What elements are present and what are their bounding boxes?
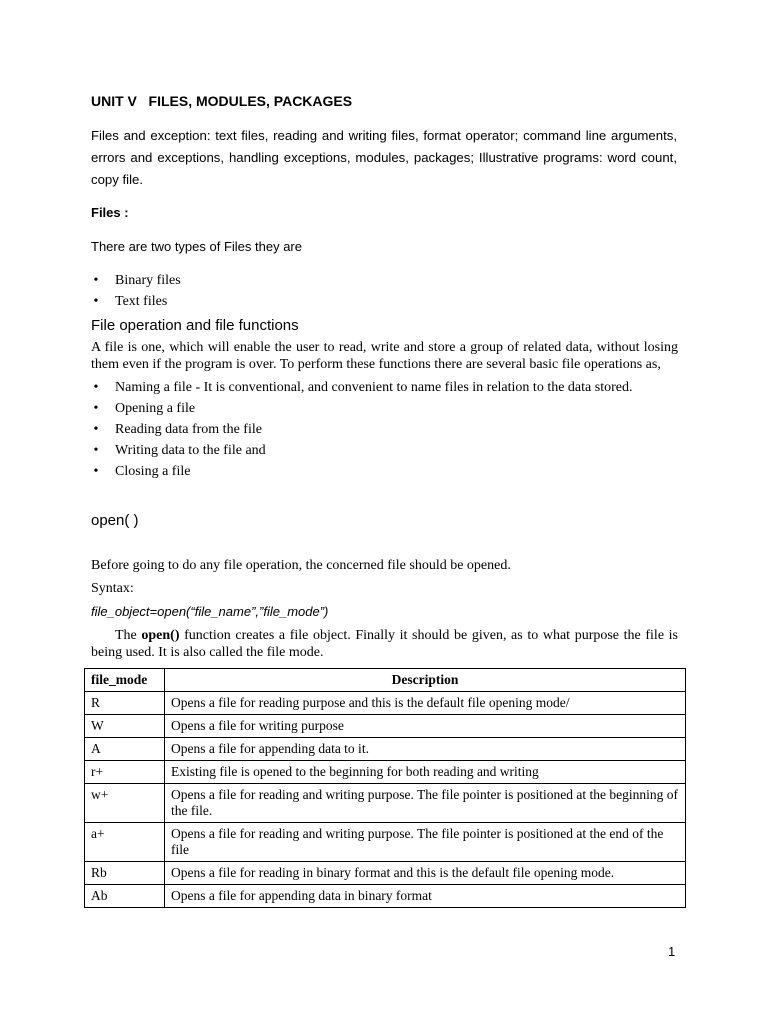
- table-row: [85, 862, 686, 885]
- open-paragraph-text: function creates a file object. Finally it should be given, as to what purpose the file is being used. It is also called the file mode.: [91, 628, 678, 660]
- description-cell: Opens a file for appending data in binary format: [165, 885, 686, 908]
- file-mode-table: [84, 668, 686, 908]
- description-cell: Opens a file for appending data to it.: [165, 738, 686, 761]
- file-type-label: Binary files: [115, 273, 181, 288]
- mode-cell: A: [85, 738, 165, 761]
- column-header-description: Description: [165, 669, 686, 692]
- operation-label: Reading data from the file: [115, 422, 262, 437]
- operation-label: Opening a file: [115, 401, 196, 416]
- description-cell: Existing file is opened to the beginning for both reading and writing: [165, 761, 686, 784]
- table-row: [85, 715, 686, 738]
- mode-cell: w+: [85, 784, 165, 823]
- list-item: [91, 377, 632, 398]
- open-description: Before going to do any file operation, the concerned file should be opened.: [91, 558, 511, 573]
- table-row: [85, 761, 686, 784]
- description-cell: Opens a file for reading in binary format and this is the default file opening mode.: [165, 862, 686, 885]
- mode-cell: Ab: [85, 885, 165, 908]
- mode-cell: a+: [85, 823, 165, 862]
- operation-label: Closing a file: [115, 464, 191, 479]
- list-item: [91, 270, 181, 291]
- mode-cell: r+: [85, 761, 165, 784]
- bullet-icon: •: [93, 380, 99, 395]
- open-paragraph: [91, 627, 678, 661]
- bullet-icon: •: [93, 443, 99, 458]
- list-item: [91, 419, 632, 440]
- list-item: [91, 398, 632, 419]
- list-item: [91, 461, 632, 482]
- description-cell: Opens a file for reading purpose and this is the default file opening mode/: [165, 692, 686, 715]
- syntax-label: Syntax:: [91, 581, 134, 596]
- bullet-icon: •: [93, 294, 99, 309]
- table-row: [85, 692, 686, 715]
- file-type-label: Text files: [115, 294, 168, 309]
- list-item: [91, 440, 632, 461]
- file-types-intro: There are two types of Files they are: [91, 239, 302, 254]
- column-header-file-mode: file_mode: [85, 669, 165, 692]
- description-cell: Opens a file for writing purpose: [165, 715, 686, 738]
- open-paragraph-prefix: The: [115, 628, 142, 643]
- table-row: [85, 823, 686, 862]
- intro-paragraph: Files and exception: text files, reading and writing files, format operator; command line arguments, errors and exceptions, handling exceptions, modules, packages; Illustrative programs: word count, copy file.: [91, 128, 677, 187]
- file-types-list: [91, 270, 181, 312]
- open-function-name: open(): [141, 628, 180, 643]
- description-cell: Opens a file for reading and writing purpose. The file pointer is positioned at the beginning of the file.: [165, 784, 686, 823]
- table-row: [85, 784, 686, 823]
- table-header-row: [85, 669, 686, 692]
- file-operation-heading: File operation and file functions: [91, 317, 299, 334]
- bullet-icon: •: [93, 273, 99, 288]
- file-operations-list: [91, 377, 632, 482]
- table-row: [85, 738, 686, 761]
- page-number: 1: [668, 944, 676, 959]
- files-heading: Files :: [91, 205, 129, 220]
- mode-cell: R: [85, 692, 165, 715]
- description-cell: Opens a file for reading and writing purpose. The file pointer is positioned at the end of the file: [165, 823, 686, 862]
- bullet-icon: •: [93, 422, 99, 437]
- bullet-icon: •: [93, 464, 99, 479]
- list-item: [91, 291, 181, 312]
- unit-title: UNIT V FILES, MODULES, PACKAGES: [91, 93, 353, 109]
- file-operation-paragraph: A file is one, which will enable the user to read, write and store a group of related data, without losing them even if the program is over. To perform these functions there are several basic file operations as,: [91, 340, 678, 372]
- open-function-heading: open( ): [91, 512, 139, 529]
- operation-label: Writing data to the file and: [115, 443, 266, 458]
- syntax-code: file_object=open(“file_name”,”file_mode”): [91, 604, 329, 619]
- table-row: [85, 885, 686, 908]
- mode-cell: Rb: [85, 862, 165, 885]
- bullet-icon: •: [93, 401, 99, 416]
- mode-cell: W: [85, 715, 165, 738]
- operation-label: Naming a file - It is conventional, and convenient to name files in relation to the data stored.: [115, 380, 633, 395]
